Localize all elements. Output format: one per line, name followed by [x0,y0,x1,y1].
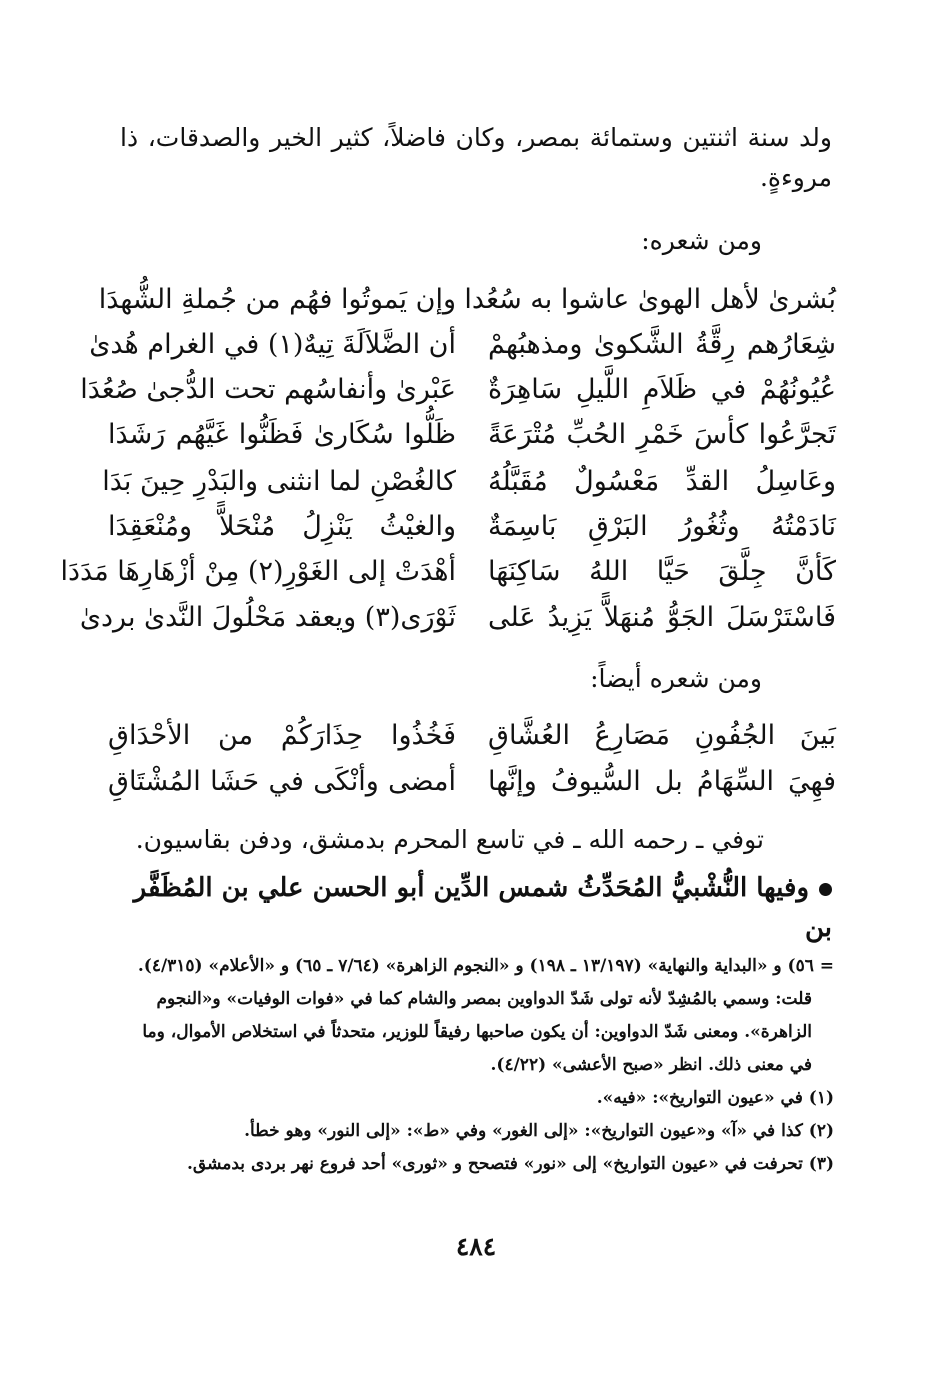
next-biography-entry [117,868,832,948]
death-note: توفي ـ رحمه الله ـ في تاسع المحرم بدمشق، ودفن بقاسيون. [135,825,764,854]
verse [98,276,836,324]
verse [108,503,836,551]
verse-second-hemistich: ظَلُّوا سُكَارىٰ فَظَنُّوا غَيَّهُم رَشَدَا [108,419,456,450]
verse-first-hemistich: تَجرَّعُوا كأسَ خَمْرِ الحُبِّ مُتْرَعَةً [488,419,836,450]
verse [80,366,836,414]
poem2-heading: ومن شعره أيضاً: [590,664,762,693]
bullet-icon [819,883,832,896]
verse [108,411,836,459]
verse-second-hemistich: عَبْرىٰ وأنفاسُهم تحت الدُّجىٰ صُعُدَا [80,374,456,405]
verse [102,458,836,506]
verse-second-hemistich: أمضى وأنْكَى في حَشَا المُشْتَاقِ [108,766,456,797]
verse-first-hemistich: بَينَ الجُفُونِ مَصَارِعُ العُشَّاقِ [488,720,836,751]
verse [60,548,836,596]
verse-second-hemistich: والغيْثُ يَنْزِلُ مُنْحَلاًّ ومُنْعَقِدَا [108,511,456,542]
footnote-editor-note: قلت: وسمي بالمُشِدّ لأنه تولى شَدّ الدواوين بمصر والشام كما في «فوات الوفيات» و«النجوم الزاهرة». ومعنى شَدّ الدواوين: أن يكون صاحبها رفيقاً للوزير، متحدثاً في استخلاص الأموال، وما في معنى ذلك. انظر «صبح الأعشى» (٤/٢٢). [142,989,812,1075]
footnotes [118,950,834,1181]
verse-second-hemistich: كالغُصْنِ لما انثنى والبَدْرِ حِينَ بَدَا [102,466,456,497]
page-number: ٤٨٤ [455,1232,497,1261]
verse-second-hemistich: فَخُذُوا حِذَارَكُمْ من الأحْدَاقِ [108,720,456,751]
intro-paragraph: ولد سنة اثنتين وستمائة بمصر، وكان فاضلاً، كثير الخير والصدقات، ذا مروءةٍ. [120,123,832,192]
verse [89,321,836,369]
verse-first-hemistich: نَادَمْتُهُ وثُغُورُ البَرْقِ بَاسِمَةٌ [488,511,836,542]
poem1-heading: ومن شعره: [641,226,762,255]
verse-first-hemistich: وعَاسِلُ القدِّ مَعْسُولٌ مُقَبَّلُهُ [488,466,836,497]
verse-first-hemistich: كَأنَّ جِلَّقَ حَيَّا اللهُ سَاكِنَهَا [488,556,836,587]
verse-second-hemistich: أهْدَتْ إلى الغَوْرِ(٢) مِنْ أزْهَارِهَا مَدَدَا [60,556,456,587]
footnote-3: (٣) تحرفت في «عيون التواريخ» إلى «نور» فتصحح و «ثورى» أحد فروع نهر بردى بدمشق. [187,1154,834,1174]
footnote-1: (١) في «عيون التواريخ»: «فيه». [596,1088,834,1108]
verse-second-hemistich: وإن يَموتُوا فهُم من جُملةِ الشُّهدَا [98,284,456,315]
footnote-2: (٢) كذا في «آ» و«عيون التواريخ»: «إلى الغور» وفي «ط»: «إلى النور» وهو خطأ. [244,1121,834,1141]
verse-first-hemistich: فَاسْتَرْسَلَ الجَوُّ مُنهَلاًّ يَزِيدُ عَلى [488,602,836,633]
verse-first-hemistich: فهِيَ السِّهَامُ بل السُّيوفُ وإنَّها [488,766,836,797]
next-entry-text: وفيها النُّشْبيُّ المُحَدِّثُ شمس الدِّين أبو الحسن علي بن المُظَفَّر بن [133,873,832,943]
verse [108,758,836,806]
verse-second-hemistich: أن الضَّلاَلَةَ تِيهٌ(١) في الغرام هُدىٰ [89,329,456,360]
verse-first-hemistich: بُشرىٰ لأهل الهوىٰ عاشوا به سُعُدا [464,284,836,315]
verse [108,712,836,760]
verse [79,594,836,642]
footnote-continued: = ٥٦) و «البداية والنهاية» (١٣/١٩٧ ـ ١٩٨) و «النجوم الزاهرة» (٧/٦٤ ـ ٦٥) و «الأعلام» (٤/٣١٥). [137,956,834,976]
verse-second-hemistich: ثَوْرَى(٣) ويعقد مَحْلُولَ النَّدىٰ بردىٰ [79,602,456,633]
verse-first-hemistich: شِعَارُهم رِقَّةُ الشَّكوىٰ ومذهبُهمْ [488,329,836,360]
verse-first-hemistich: عُيُونُهُمْ في ظَلاَمِ اللَّيلِ سَاهِرَةٌ [488,374,836,405]
